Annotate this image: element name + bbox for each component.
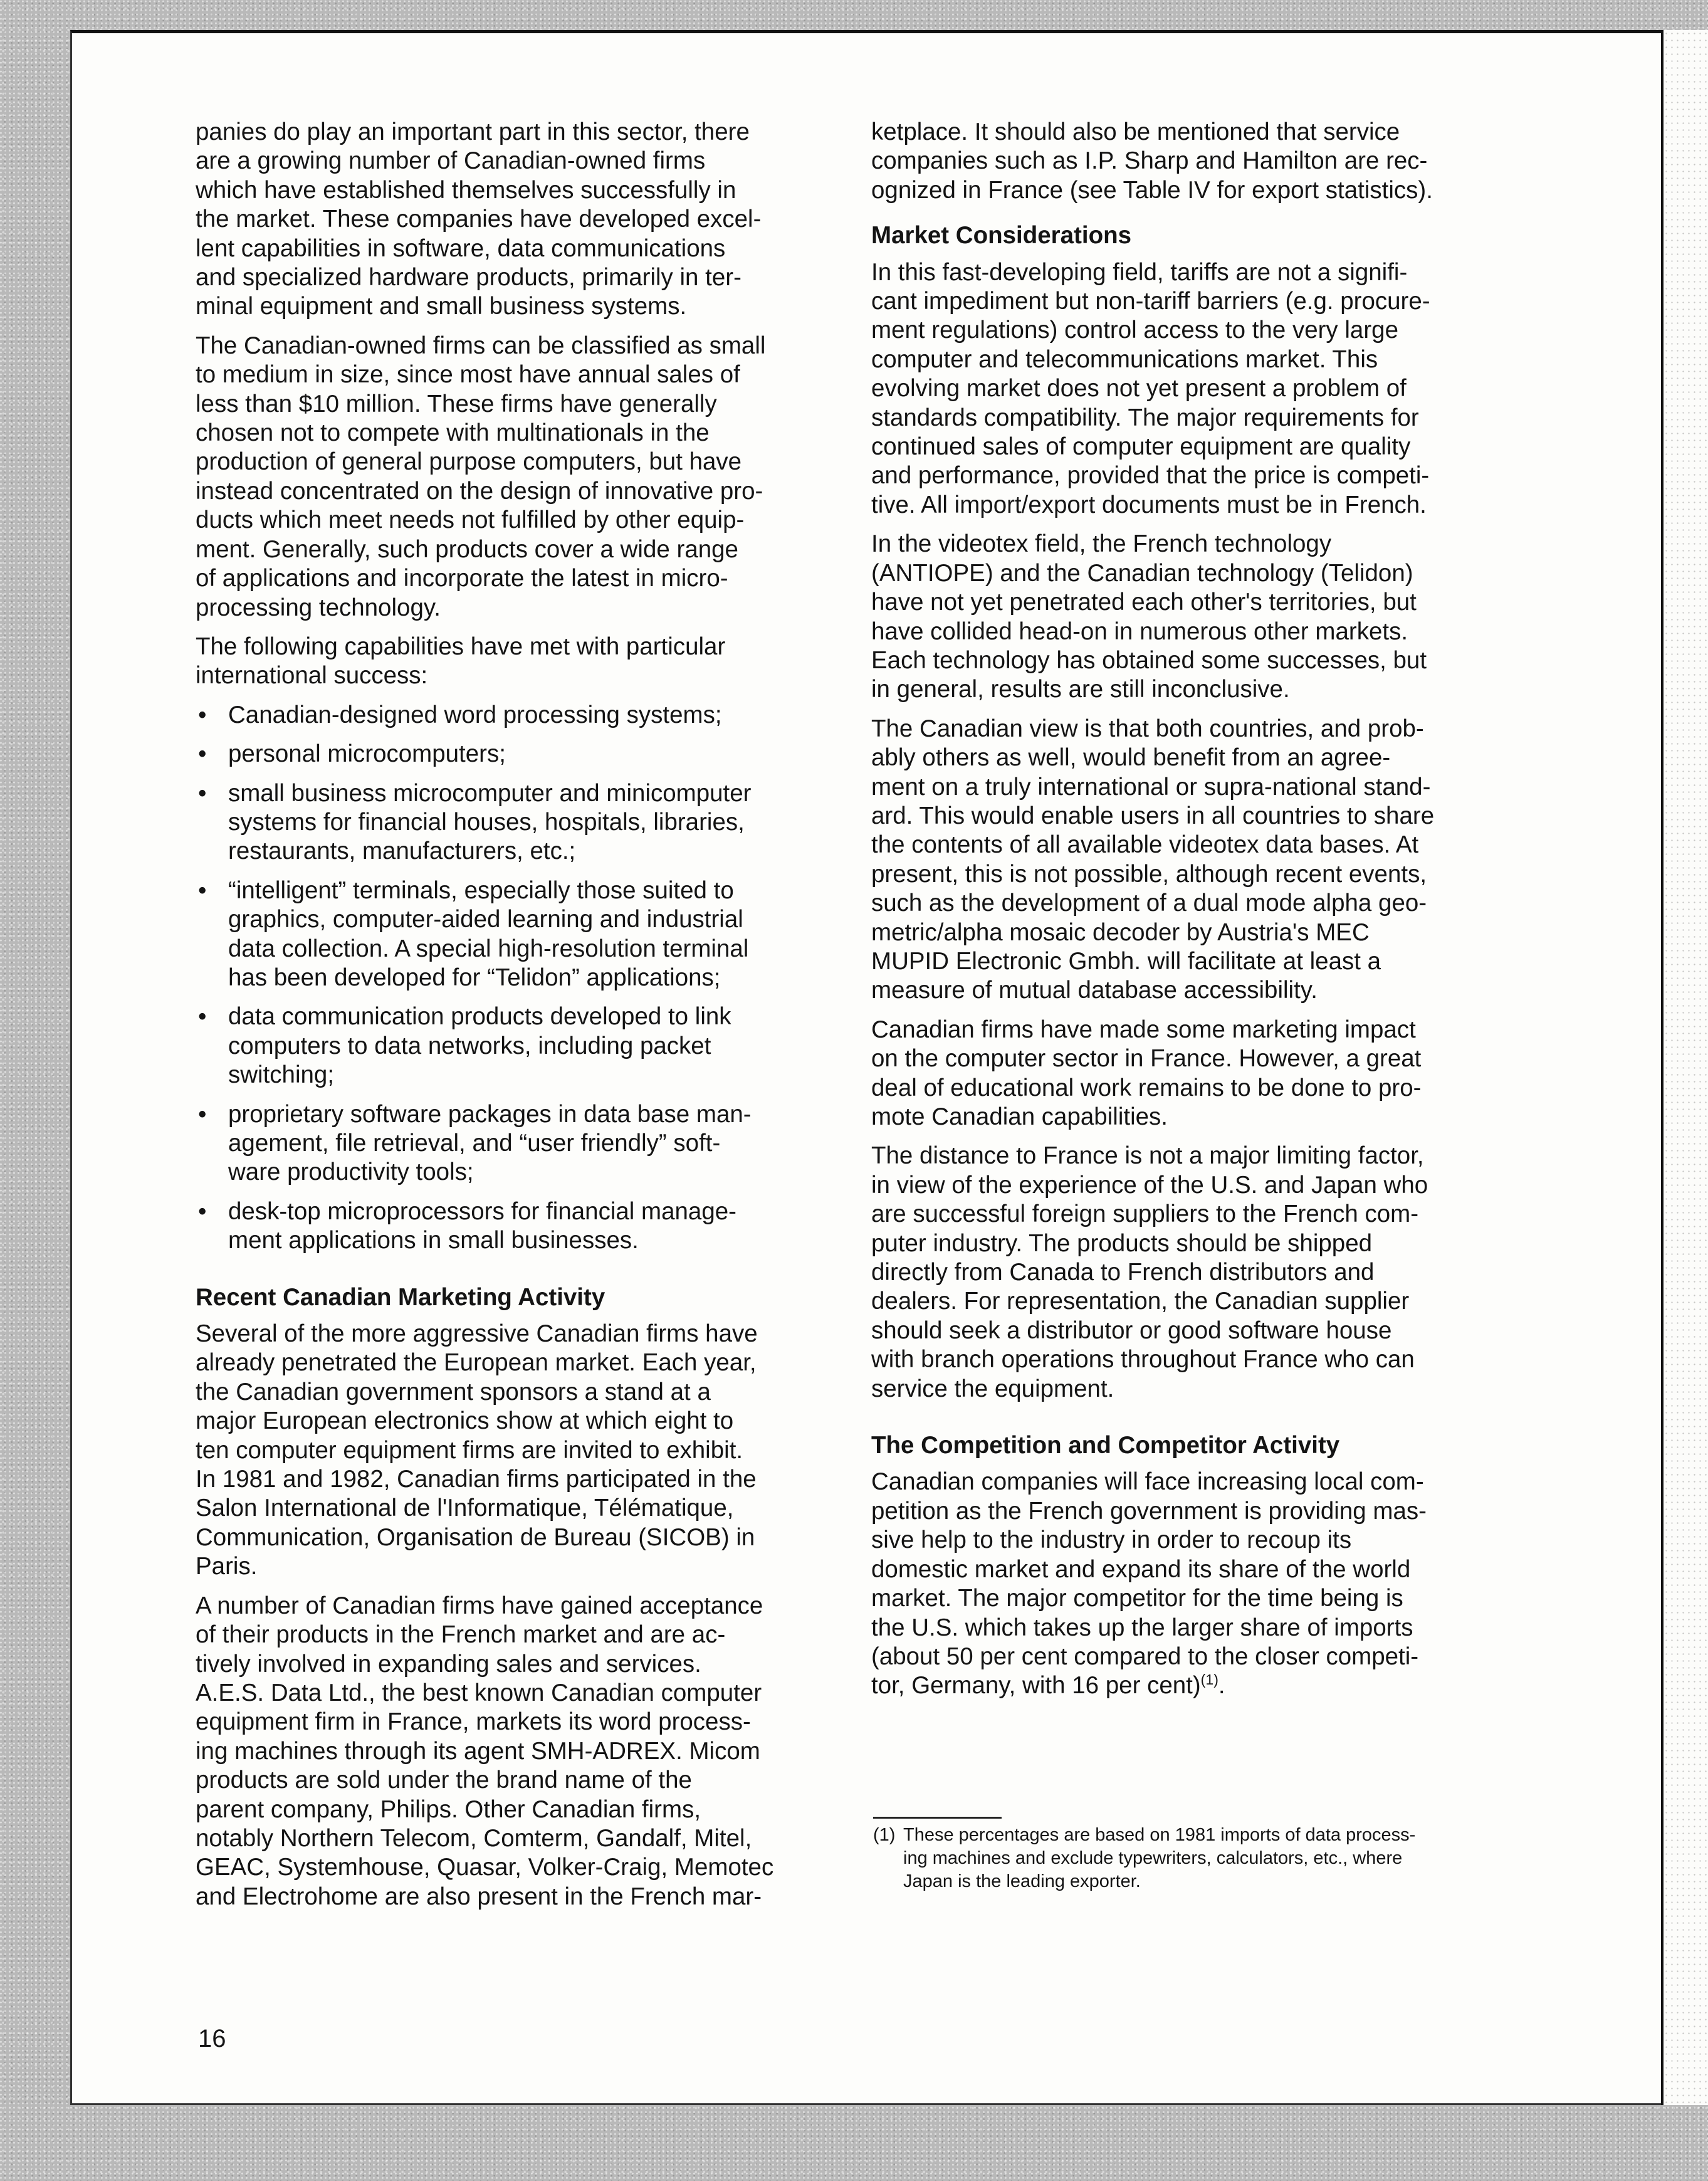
footnote-text: These percentages are based on 1981 imports of data process- ing machines and exclude typewriters, calculators, etc., where Japan is the leading exporter. xyxy=(903,1825,1416,1891)
page-number: 16 xyxy=(198,2025,226,2052)
footnote-reference[interactable]: (1) xyxy=(1200,1671,1218,1688)
paragraph: In this fast-developing field, tariffs are not a signifi- cant impediment but non-tariff barriers (e.g. procure- ment regulations) control access to the very large computer and telecommunications market. This evolving market does not yet present a problem of standards compatibility. The major requirements for continued sales of computer equipment are quality and performance, provided that the price is competi- tive. All import/export documents must be in French. xyxy=(871,258,1430,518)
scanned-margin-strip xyxy=(1663,30,1708,2105)
paragraph: Several of the more aggressive Canadian firms have already penetrated the European market. Each year, the Canadian government sponsors a stand at a major European electronics show at which eight to ten computer equipment firms are invited to exhibit. In 1981 and 1982, Canadian firms participated in the Salon International de l'Informatique, Télématique, Communication, Organisation de Bureau (SICOB) in Paris. xyxy=(196,1320,758,1580)
list-item-text: “intelligent” terminals, especially those suited to graphics, computer-aided learning and industrial data collection. A special high-resolution terminal has been developed for “Telidon” applications; xyxy=(228,876,749,991)
list-item-text: desk-top microprocessors for financial manage- ment applications in small businesses. xyxy=(228,1197,736,1254)
section-heading: Market Considerations xyxy=(871,222,1132,250)
paragraph: The distance to France is not a major limiting factor, in view of the experience of the U.S. and Japan who are successful foreign suppliers to the French com- puter industry. The products should be shipped directly from Canada to French distributors and dealers. For representation, the Canadian supplier should seek a distributor or good software house with branch operations throughout France who can service the equipment. xyxy=(871,1142,1428,1402)
bullet-icon: • xyxy=(198,701,207,728)
paragraph: The Canadian-owned firms can be classified as small to medium in size, since most have annual sales of less than $10 million. These firms have generally chosen not to compete with multinationals in the production of general purpose computers, but have instead concentrated on the design of innovative pro- ducts which meet needs not fulfilled by other equip- ment. Generally, such products cover a wide range of applications and incorporate the latest in micro- processing technology. xyxy=(196,332,766,621)
footnote xyxy=(873,1817,1525,1893)
list-item-text: small business microcomputer and minicomputer systems for financial houses, hospitals, libraries, restaurants, manufacturers, etc.; xyxy=(228,779,752,865)
paragraph xyxy=(871,1468,1529,1700)
paragraph: Canadian firms have made some marketing impact on the computer sector in France. However, a great deal of educational work remains to be done to pro- mote Canadian capabilities. xyxy=(871,1016,1422,1130)
paragraph-end: . xyxy=(1218,1672,1225,1700)
bullet-icon: • xyxy=(198,1197,207,1225)
bullet-icon: • xyxy=(198,1100,207,1128)
list-item xyxy=(196,876,844,993)
paragraph: panies do play an important part in this sector, there are a growing number of Canadian-owned firms which have established themselves successfully in the market. These companies have developed excel- lent capabilities in software, data communications and specialized hardware products, primarily in ter- minal equipment and small business systems. xyxy=(196,118,762,320)
list-item xyxy=(196,1197,844,1256)
list-item xyxy=(196,1100,844,1187)
list-item-text: proprietary software packages in data base man- agement, file retrieval, and “user friendly” soft- ware productivity tools; xyxy=(228,1100,752,1186)
paragraph: A number of Canadian firms have gained acceptance of their products in the French market and are ac- tively involved in expanding sales and services. A.E.S. Data Ltd., the best known Canadian computer equipment firm in France, markets its word process- ing machines through its agent SMH-ADREX. Micom products are sold under the brand name of the parent company, Philips. Other Canadian firms, notably Northern Telecom, Comterm, Gandalf, Mitel, GEAC, Systemhouse, Quasar, Volker-Craig, Memotec and Electrohome are also present in the French mar- xyxy=(196,1592,774,1910)
bullet-icon: • xyxy=(198,779,207,807)
footnote-marker: (1) xyxy=(873,1825,896,1845)
list-item xyxy=(196,1002,844,1090)
section-heading: The Competition and Competitor Activity xyxy=(871,1432,1340,1459)
bullet-icon: • xyxy=(198,876,207,904)
list-item xyxy=(196,701,844,730)
paragraph: The following capabilities have met with particular international success: xyxy=(196,633,726,690)
footnote-row xyxy=(873,1824,1525,1893)
right-column xyxy=(871,118,1529,1711)
paragraph: ketplace. It should also be mentioned that service companies such as I.P. Sharp and Hamilton are rec- ognized in France (see Table IV for export statistics). xyxy=(871,118,1433,204)
footnote-rule xyxy=(873,1817,1002,1819)
capabilities-list xyxy=(196,701,844,1256)
list-item-text: data communication products developed to link computers to data networks, including packet switching; xyxy=(228,1003,731,1089)
bullet-icon: • xyxy=(198,1003,207,1031)
bullet-icon: • xyxy=(198,740,207,768)
paragraph: The Canadian view is that both countries, and prob- ably others as well, would benefit from an agree- ment on a truly international or supra-national stand- ard. This would enable users in all countries to share the contents of all available videotex data bases. At present, this is not possible, although recent events, such as the development of a dual mode alpha geo- metric/alpha mosaic decoder by Austria's MEC MUPID Electronic Gmbh. will facilitate at least a measure of mutual database accessibility. xyxy=(871,715,1435,1004)
list-item-text: Canadian-designed word processing systems; xyxy=(228,701,722,728)
list-item xyxy=(196,779,844,866)
list-item-text: personal microcomputers; xyxy=(228,740,506,768)
paragraph-text: Canadian companies will face increasing local com- petition as the French government is providing mas- sive help to the industry in order to recoup its domestic market and expand its share of the world market. The major competitor for the time being is the U.S. which takes up the larger share of imports (about 50 per cent compared to the closer competi- tor, Germany, with 16 per cent) xyxy=(871,1468,1427,1700)
section-heading: Recent Canadian Marketing Activity xyxy=(196,1283,605,1311)
left-column xyxy=(196,118,844,1921)
list-item xyxy=(196,740,844,769)
paragraph: In the videotex field, the French technology (ANTIOPE) and the Canadian technology (Telidon) have not yet penetrated each other's territories, but have collided head-on in numerous other markets. Each technology has obtained some successes, but in general, results are still inconclusive. xyxy=(871,530,1427,703)
